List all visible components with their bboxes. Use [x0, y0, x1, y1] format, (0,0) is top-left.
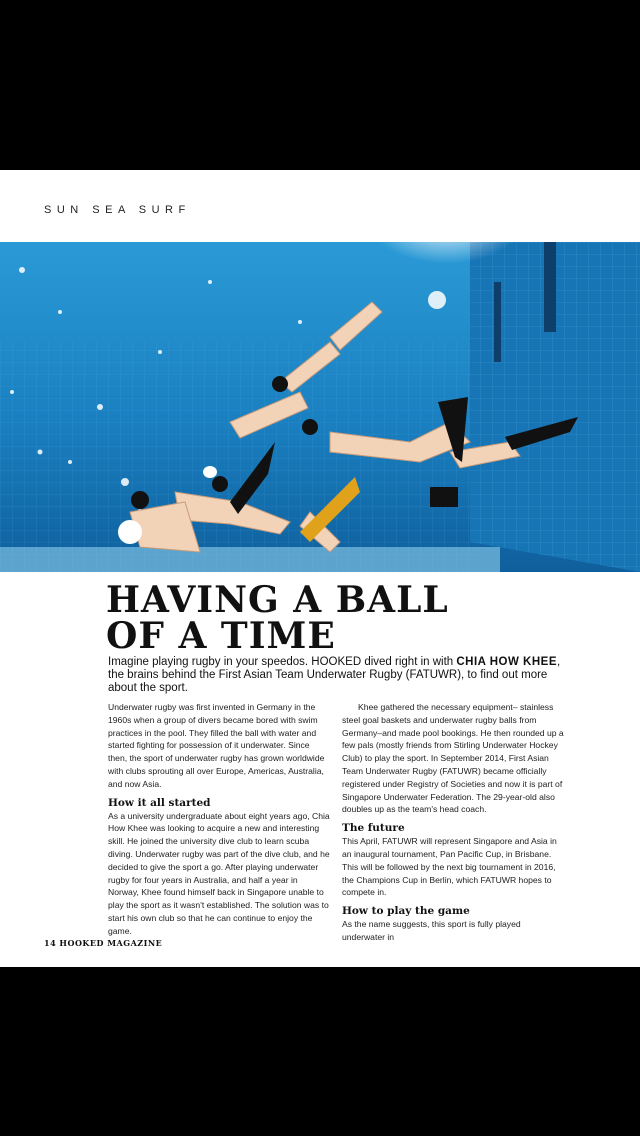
headline-line-2: OF A TIME: [106, 615, 336, 657]
section-tag: SUN SEA SURF: [44, 204, 191, 216]
underwater-rugby-photo: [0, 242, 640, 572]
subheading-how-it-started: How it all started: [108, 796, 211, 809]
subheading-how-to-play: How to play the game: [342, 905, 470, 918]
body-paragraph: Khee gathered the necessary equipment– stainless steel goal baskets and underwater rugby balls from Germany–and made pool bookings. He then rounded up a few pals (mostly friends from Stirling Underwater Hockey Club) to play the sport. In September 2014, First Asian Team Underwater Rugby (FATUWR) became officially registered under Registry of Societies and now it is part of Singapore Underwater Federation. The 29-year-old also doubles up as the team's head coach.: [342, 702, 564, 815]
body-paragraph: As the name suggests, this sport is fully played underwater in: [342, 919, 521, 942]
standfirst: [108, 656, 578, 695]
right-column: [342, 701, 564, 944]
body-paragraph: Underwater rugby was first invented in Germany in the 1960s when a group of divers became bored with swim practices in the pool. They filled the ball with water and started fighting for possession of it underwater. Since then, the sport of underwater rugby has grown worldwide with clubs sprouting all over Europe, Americas, Australia, and now Asia.: [108, 702, 325, 789]
page-folio: 14 HOOKED MAGAZINE: [44, 938, 163, 948]
standfirst-name: CHIA HOW KHEE: [456, 656, 558, 668]
standfirst-rest: , the brains behind the First Asian Team Underwater Rugby (FATUWR), to find out more about the sport.: [108, 656, 561, 694]
headline-line-1: HAVING A BALL: [106, 579, 449, 621]
left-column: [108, 701, 330, 938]
headline: [106, 579, 606, 657]
body-paragraph: As a university undergraduate about eight years ago, Chia How Khee was looking to acquire a new and interesting skill. He joined the university dive club to learn scuba diving. Underwater rugby was part of the dive club, and he decided to give the sport a go. After playing underwater rugby for four years in Australia, and half a year in Norway, Khee found himself back in Singapore unable to play the sport as it wasn't established. The solution was to start his own club so that he can continue to enjoy the game.: [108, 810, 330, 936]
standfirst-intro: Imagine playing rugby in your speedos. HOOKED dived right in with: [108, 656, 457, 668]
body-paragraph: This April, FATUWR will represent Singapore and Asia in an inaugural tournament, Pan Pacific Cup, in Brisbane. This will be followed by the next big tournament in 2016, the Champions Cup in Berlin, which FATUWR hopes to compete in.: [342, 836, 557, 898]
magazine-page: [0, 170, 640, 967]
subheading-the-future: The future: [342, 822, 405, 835]
